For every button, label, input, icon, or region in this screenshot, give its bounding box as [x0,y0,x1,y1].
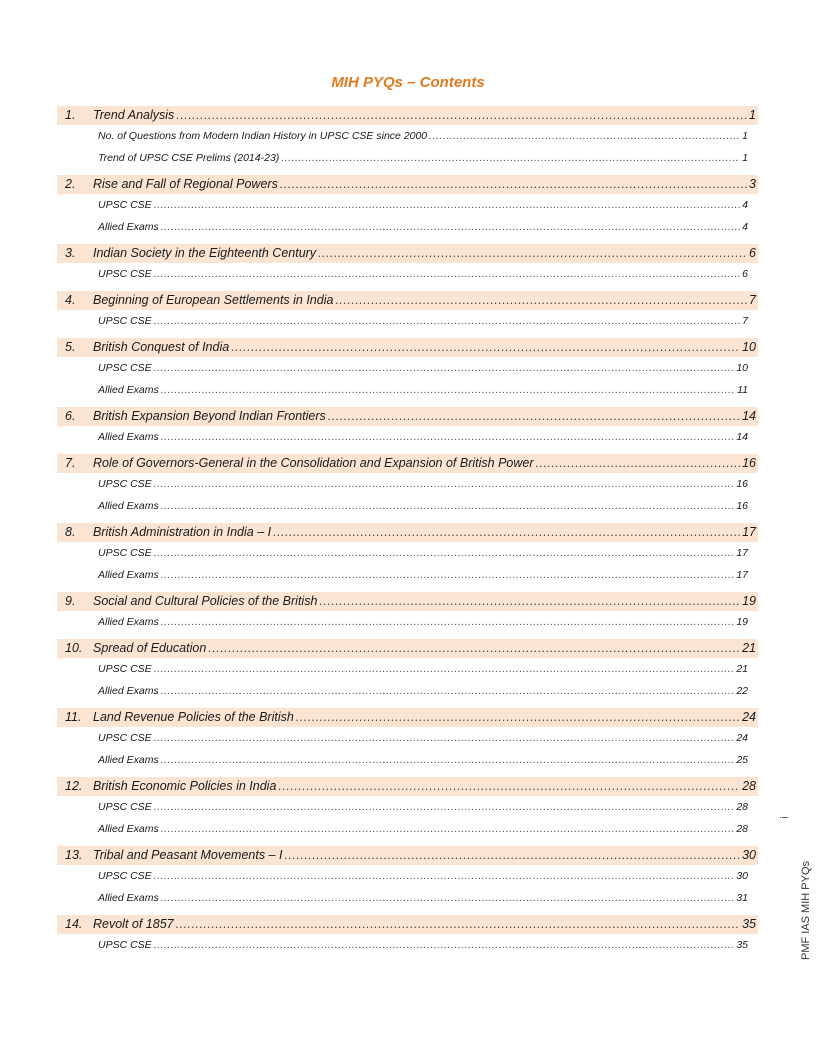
toc-subentry-row[interactable] [57,727,758,749]
dot-leader [296,708,740,727]
subentry-title: UPSC CSE [98,315,152,327]
subentry-title: Allied Exams [98,569,159,581]
page-title: MIH PYQs – Contents [331,74,485,91]
chapter-page-number: 21 [742,641,756,655]
subentry-page-number: 17 [736,569,748,581]
dot-leader [154,473,735,495]
subentry-page-number: 10 [736,362,748,374]
chapter-page-number: 7 [749,293,756,307]
toc-chapter-row[interactable] [57,175,758,194]
chapter-number: 12. [65,779,83,793]
subentry-title: Allied Exams [98,754,159,766]
subentry-page-number: 7 [742,315,748,327]
dot-leader [161,216,740,238]
chapter-number: 10. [65,641,83,655]
subentry-title: Allied Exams [98,500,159,512]
subentry-page-number: 24 [736,732,748,744]
subentry-page-number: 16 [736,500,748,512]
chapter-page-number: 10 [742,340,756,354]
subentry-page-number: 17 [736,547,748,559]
dot-leader [231,338,740,357]
subentry-title: Allied Exams [98,892,159,904]
dot-leader [273,523,740,542]
subentry-title: UPSC CSE [98,870,152,882]
chapter-page-number: 35 [742,917,756,931]
toc-subentry-row[interactable] [57,147,758,169]
chapter-page-number: 1 [749,108,756,122]
toc-subentry-row[interactable] [57,357,758,379]
chapter-title: British Conquest of India [93,340,230,354]
subentry-page-number: 28 [736,801,748,813]
dot-leader [280,175,747,194]
toc-chapter-row[interactable] [57,639,758,658]
toc-subentry-row[interactable] [57,426,758,448]
toc-subentry-row[interactable] [57,887,758,909]
toc-subentry-row[interactable] [57,680,758,702]
subentry-title: No. of Questions from Modern Indian History in UPSC CSE since 2000 [98,130,428,142]
toc-subentry-row[interactable] [57,379,758,401]
chapter-title: British Administration in India – I [93,525,272,539]
subentry-title: UPSC CSE [98,478,152,490]
toc-chapter-row[interactable] [57,407,758,426]
subentry-title: Allied Exams [98,431,159,443]
subentry-page-number: 14 [736,431,748,443]
page-number: i [779,816,791,819]
chapter-title: Role of Governors-General in the Consolidation and Expansion of British Power [93,456,534,470]
subentry-title: Trend of UPSC CSE Prelims (2014-23) [98,152,280,164]
toc-chapter-row[interactable] [57,291,758,310]
toc-subentry-row[interactable] [57,194,758,216]
chapter-title: Beginning of European Settlements in India [93,293,334,307]
dot-leader [154,310,740,332]
toc-subentry-row[interactable] [57,818,758,840]
subentry-page-number: 4 [742,199,748,211]
chapter-number: 11. [65,710,82,724]
chapter-number: 1. [65,108,76,122]
subentry-page-number: 1 [742,130,748,142]
dot-leader [429,125,740,147]
chapter-page-number: 19 [742,594,756,608]
subentry-title: UPSC CSE [98,801,152,813]
dot-leader [161,379,735,401]
chapter-title: Indian Society in the Eighteenth Century [93,246,317,260]
chapter-number: 13. [65,848,83,862]
chapter-page-number: 16 [742,456,756,470]
dot-leader [278,777,740,796]
subentry-title: UPSC CSE [98,268,152,280]
dot-leader [161,564,735,586]
dot-leader [161,818,735,840]
dot-leader [154,263,740,285]
subentry-page-number: 35 [736,939,748,951]
chapter-title: Spread of Education [93,641,207,655]
dot-leader [536,454,741,473]
chapter-number: 2. [65,177,76,191]
subentry-title: Allied Exams [98,616,159,628]
chapter-number: 3. [65,246,76,260]
toc-subentry-row[interactable] [57,658,758,680]
subentry-page-number: 4 [742,221,748,233]
toc-chapter-row[interactable] [57,915,758,934]
chapter-number: 6. [65,409,76,423]
chapter-page-number: 17 [742,525,756,539]
toc-subentry-row[interactable] [57,542,758,564]
toc-subentry-row[interactable] [57,495,758,517]
chapter-title: British Economic Policies in India [93,779,277,793]
subentry-title: UPSC CSE [98,732,152,744]
subentry-title: UPSC CSE [98,939,152,951]
toc-subentry-row[interactable] [57,473,758,495]
toc-subentry-row[interactable] [57,216,758,238]
toc-subentry-row[interactable] [57,611,758,633]
toc-chapter-row[interactable] [57,777,758,796]
dot-leader [328,407,740,426]
chapter-page-number: 3 [749,177,756,191]
dot-leader [154,194,740,216]
chapter-page-number: 30 [742,848,756,862]
dot-leader [154,796,735,818]
toc-subentry-row[interactable] [57,310,758,332]
chapter-title: Revolt of 1857 [93,917,174,931]
subentry-page-number: 28 [736,823,748,835]
chapter-page-number: 14 [742,409,756,423]
chapter-title: Land Revenue Policies of the British [93,710,294,724]
side-running-header: PMF IAS MIH PYQs [800,860,812,960]
dot-leader [161,680,735,702]
chapter-number: 9. [65,594,76,608]
toc-subentry-row[interactable] [57,125,758,147]
chapter-title: Tribal and Peasant Movements – I [93,848,283,862]
chapter-number: 7. [65,456,76,470]
toc-chapter-row[interactable] [57,244,758,263]
toc-subentry-row[interactable] [57,796,758,818]
dot-leader [154,357,735,379]
dot-leader [154,934,735,956]
subentry-page-number: 11 [737,384,748,396]
subentry-page-number: 21 [736,663,748,675]
dot-leader [318,244,747,263]
chapter-number: 5. [65,340,76,354]
subentry-page-number: 1 [742,152,748,164]
toc-chapter-row[interactable] [57,454,758,473]
chapter-page-number: 6 [749,246,756,260]
toc-chapter-row[interactable] [57,846,758,865]
chapter-number: 4. [65,293,76,307]
chapter-title: Trend Analysis [93,108,175,122]
toc-chapter-row[interactable] [57,106,758,125]
chapter-page-number: 24 [742,710,756,724]
subentry-page-number: 22 [736,685,748,697]
chapter-title: Social and Cultural Policies of the British [93,594,318,608]
dot-leader [319,592,740,611]
dot-leader [281,147,740,169]
toc-chapter-row[interactable] [57,338,758,357]
subentry-title: Allied Exams [98,221,159,233]
dot-leader [176,915,740,934]
toc-chapter-row[interactable] [57,523,758,542]
dot-leader [335,291,747,310]
dot-leader [176,106,747,125]
chapter-page-number: 28 [742,779,756,793]
chapter-title: Rise and Fall of Regional Powers [93,177,278,191]
dot-leader [154,658,735,680]
dot-leader [154,727,735,749]
dot-leader [161,887,735,909]
dot-leader [161,749,735,771]
chapter-title: British Expansion Beyond Indian Frontiers [93,409,326,423]
subentry-title: UPSC CSE [98,663,152,675]
subentry-title: Allied Exams [98,823,159,835]
dot-leader [161,611,735,633]
table-of-contents [57,106,758,956]
subentry-page-number: 6 [742,268,748,280]
toc-chapter-row[interactable] [57,592,758,611]
chapter-number: 14. [65,917,83,931]
subentry-page-number: 16 [736,478,748,490]
dot-leader [161,495,735,517]
toc-subentry-row[interactable] [57,934,758,956]
subentry-page-number: 31 [736,892,748,904]
toc-chapter-row[interactable] [57,708,758,727]
dot-leader [208,639,740,658]
toc-subentry-row[interactable] [57,749,758,771]
subentry-title: UPSC CSE [98,362,152,374]
subentry-title: UPSC CSE [98,199,152,211]
dot-leader [154,542,735,564]
subentry-title: Allied Exams [98,685,159,697]
toc-subentry-row[interactable] [57,865,758,887]
subentry-page-number: 19 [736,616,748,628]
dot-leader [154,865,735,887]
chapter-number: 8. [65,525,76,539]
dot-leader [284,846,740,865]
subentry-title: UPSC CSE [98,547,152,559]
subentry-page-number: 30 [736,870,748,882]
subentry-page-number: 25 [736,754,748,766]
subentry-title: Allied Exams [98,384,159,396]
toc-subentry-row[interactable] [57,263,758,285]
toc-subentry-row[interactable] [57,564,758,586]
dot-leader [161,426,735,448]
